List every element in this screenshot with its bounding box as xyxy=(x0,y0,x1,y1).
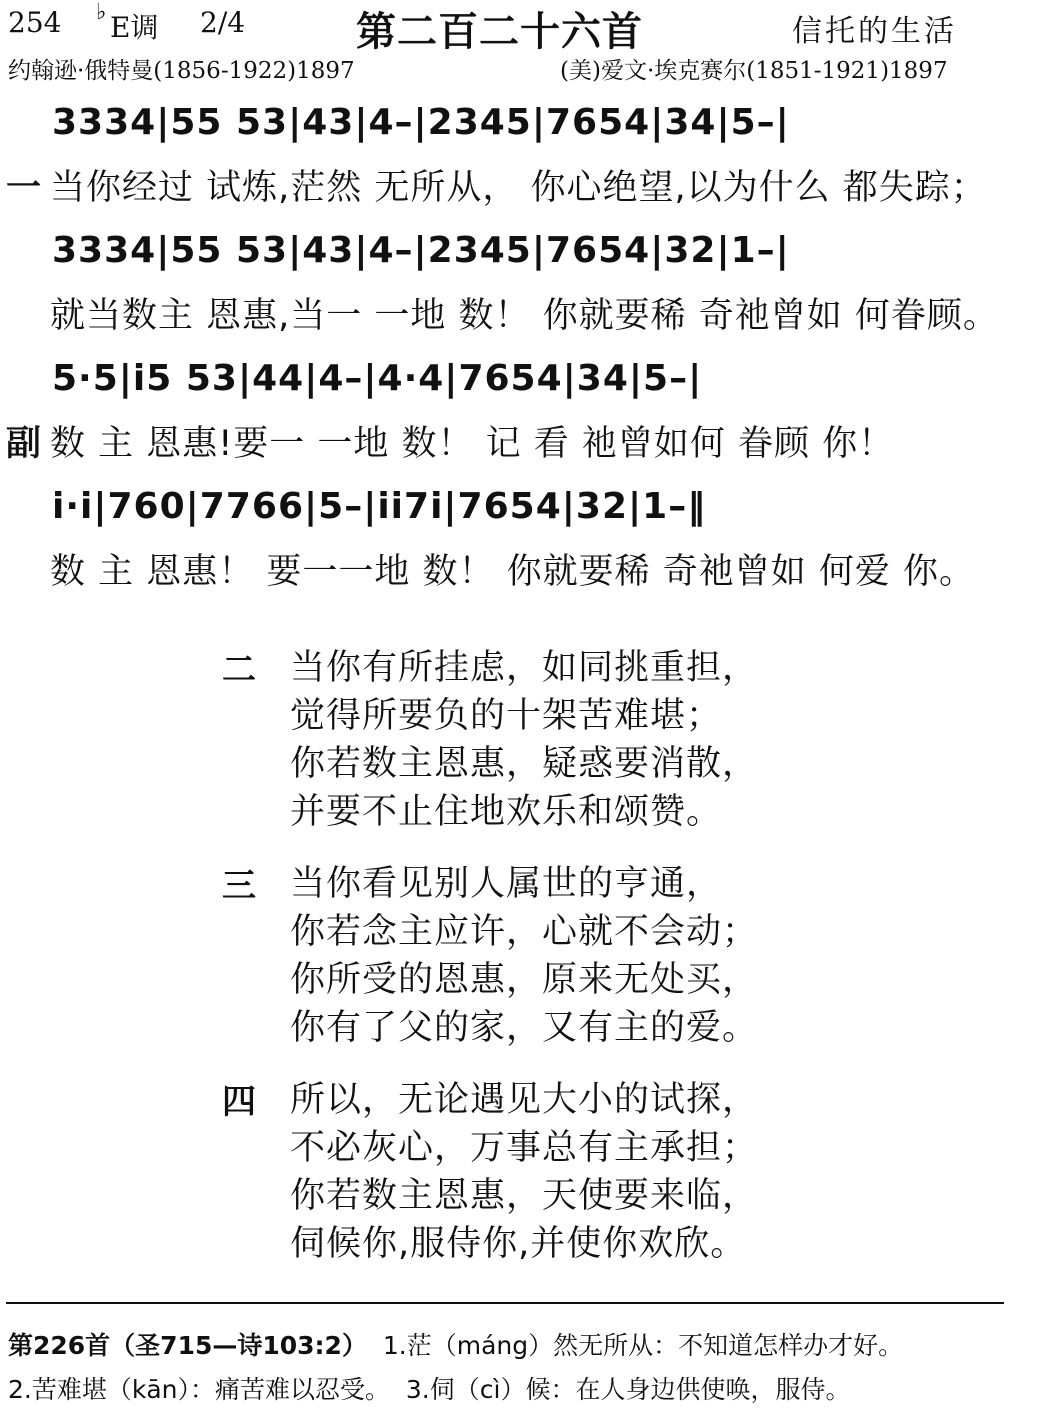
scripture-reference: 第226首（圣715—诗103:2） xyxy=(8,1331,367,1360)
stanza-2-line-4: 并要不止住地欢乐和颂赞。 xyxy=(290,792,723,832)
stanza-3-line-1: 当你看见别人属世的亨通， xyxy=(290,864,723,904)
lyricist-credit: 约翰逊·俄特曼(1856-1922)1897 xyxy=(8,58,355,84)
stanza-2-line-1: 当你有所挂虑，如同挑重担， xyxy=(290,648,759,688)
time-signature: 2/4 xyxy=(200,6,246,39)
lyrics-line-2: 就当数主 恩惠,当一 一地 数！ 你就要稀 奇祂曾如 何眷顾。 xyxy=(50,296,999,336)
stanza-3-line-3: 你所受的恩惠，原来无处买， xyxy=(290,960,759,1000)
footer-line-2 xyxy=(8,1370,850,1406)
lyrics-line-1: 当你经过 试炼,茫然 无所从， 你心绝望,以为什么 都失踪； xyxy=(50,168,987,208)
lyrics-line-4: 数 主 恩惠！ 要一一地 数！ 你就要稀 奇祂曾如 何爱 你。 xyxy=(50,552,976,592)
stanza-number-3: 三 xyxy=(222,866,256,906)
stanza-2-line-2: 觉得所要负的十架苦难堪； xyxy=(290,696,723,736)
key-signature: E调 xyxy=(110,11,159,44)
footnote-1: 1.茫（máng）然无所从：不知道怎样办才好。 xyxy=(382,1331,904,1360)
footer-divider xyxy=(6,1302,1004,1304)
lyrics-line-3: 数 主 恩惠!要一 一地 数！ 记 看 祂曾如何 眷顾 你！ xyxy=(50,424,895,464)
stanza-number-4: 四 xyxy=(222,1082,256,1122)
stanza-3-line-2: 你若念主应许，心就不会动； xyxy=(290,912,759,952)
footer-line-1 xyxy=(8,1326,903,1362)
stanza-number-2: 二 xyxy=(222,650,256,690)
stanza-3-line-4: 你有了父的家，又有主的爱。 xyxy=(290,1008,759,1048)
stanza-4-line-1: 所以，无论遇见大小的试探， xyxy=(290,1080,759,1120)
chorus-marker: 副 xyxy=(6,424,42,464)
notation-line-4: i·i|760|7766|5–|ii7i|7654|32|1–‖ xyxy=(52,486,707,527)
flat-sign: ♭ xyxy=(96,0,107,25)
composer-credit: (美)爱文·埃克赛尔(1851-1921)1897 xyxy=(560,58,948,84)
stanza-2-line-3: 你若数主恩惠，疑惑要消散， xyxy=(290,744,759,784)
notation-line-3: 5·5|i5 53|44|4–|4·4|7654|34|5–| xyxy=(52,358,703,399)
footnote-3: 3.伺（cì）候：在人身边供使唤，服侍。 xyxy=(405,1375,851,1404)
notation-line-2: 3334|55 53|43|4–|2345|7654|32|1–| xyxy=(52,230,790,271)
verse-marker-1: 一 xyxy=(6,168,42,208)
notation-line-1: 3334|55 53|43|4–|2345|7654|34|5–| xyxy=(52,102,790,143)
hymn-category: 信托的生活 xyxy=(792,14,957,49)
footnote-2: 2.苦难堪（kān）：痛苦难以忍受。 xyxy=(8,1375,390,1404)
stanza-4-line-2: 不必灰心，万事总有主承担； xyxy=(290,1128,759,1168)
hymn-title: 第二百二十六首 xyxy=(356,9,643,55)
stanza-4-line-3: 你若数主恩惠，天使要来临， xyxy=(290,1176,759,1216)
stanza-4-line-4: 伺候你,服侍你,并使你欢欣。 xyxy=(290,1224,747,1264)
hymn-page-number: 254 xyxy=(8,6,62,39)
